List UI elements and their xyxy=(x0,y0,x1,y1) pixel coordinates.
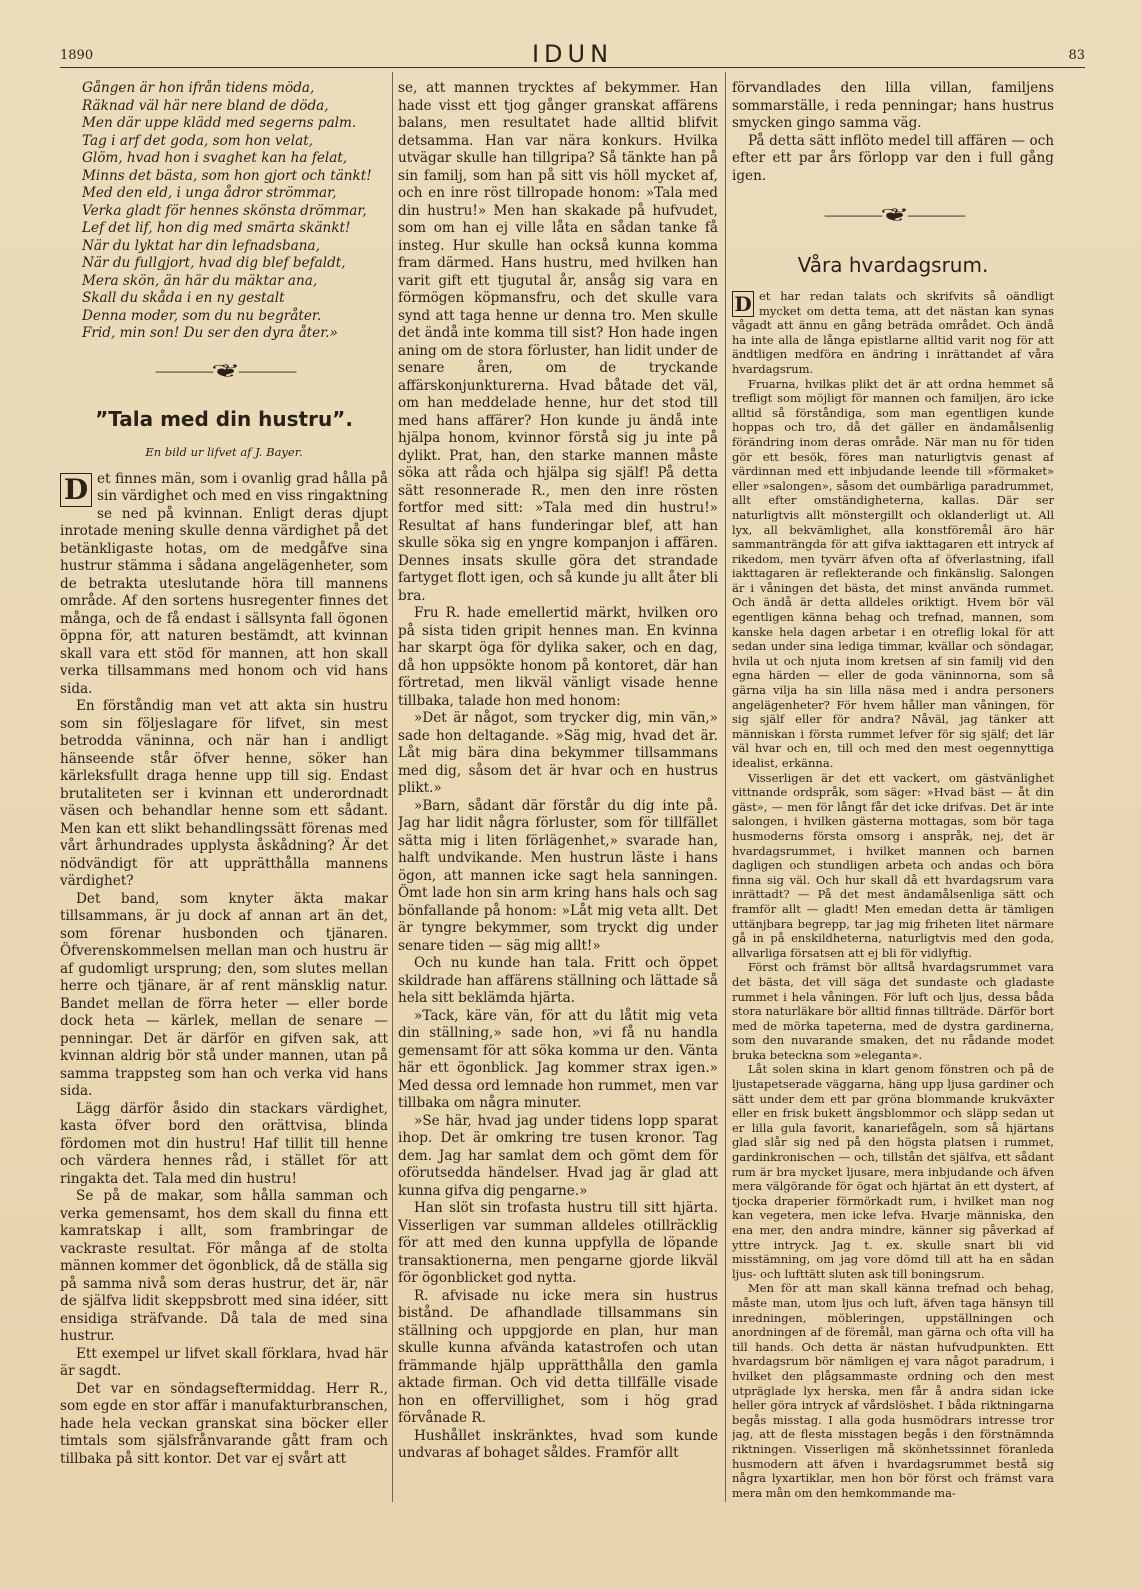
article-paragraph: D et finnes män, som i ovanlig grad hålla på sin värdighet och med en viss ringaktning se ned på kvinnan. Enligt deras djupt inrotade mening skulle denna värdighet på det betänkligaste hotas, om de medgåfve sina hustrur stämma i sådana angelägenheter, som de betrakta uteslutande höra till mannens område. Af den sortens husregenter finnes det många, och de få endast i sällsynta fall ögonen öppna för, att naturen bestämdt, att kvinnan skall vara ett stöd för mannen, att hon skall verka tillsammans med honom och vid hans sida. xyxy=(60,470,388,697)
article-paragraph: D et har redan talats och skrifvits så oändligt mycket om detta tema, att det nästan kan synas vågadt att ännu en gång beträda området. Och ändå ha inte alla de långa epistlarne alltid varit nog för att ändtligen medföra en ändring i inrättandet af våra hvardagsrum. xyxy=(732,289,1054,376)
article-paragraph: Ett exempel ur lifvet skall förklara, hvad här är sagdt. xyxy=(60,1345,388,1379)
drop-cap: D xyxy=(60,473,92,507)
article-paragraph: Fru R. hade emellertid märkt, hvilken oro på sista tiden gripit hennes man. En kvinna har skarpt öga för dylika saker, och en dag, då hon uppsökte honom på kontoret, där han förtretad, men likväl vänligt visade henne tillbaka, talade hon med honom: xyxy=(398,605,718,709)
article-paragraph: Det band, som knyter äkta makar tillsammans, är ju dock af annan art än det, som förenar husbonden och tjänaren. Öfverenskommelsen mellan man och hustru är af gudomligt ursprung; den, som slutes mellan herre och tjänare, är af rent mänsklig natur. Bandet mellan de förra heter — eller borde dock heta — kärlek, mellan de senare — penningar. Det är därför en gifven sak, att kvinnan aldrig bör stå under mannen, utan på samma trappsteg som han och verka vid hans sida. xyxy=(60,890,388,1099)
page-number: 83 xyxy=(1068,48,1085,63)
poem-line: När du fullgjort, hvad dig blef befaldt, xyxy=(82,255,346,271)
poem-line: Glöm, hvad hon i svaghet kan ha felat, xyxy=(82,150,348,166)
article-byline: En bild ur lifvet af J. Bayer. xyxy=(145,444,303,459)
poem xyxy=(60,80,388,343)
article-paragraph: »Det är något, som trycker dig, min vän,» sade hon deltagande. »Säg mig, hvad det är. Låt mig bära dina bekymmer tillsammans med dig, såsom det är hvar och en hustrus plikt.» xyxy=(398,710,718,796)
article-paragraph: »Se här, hvad jag under tidens lopp sparat ihop. Det är omkring tre tusen kronor. Tag dem. Jag har samlat dem och gömt dem för oförutsedda händelser. Hvad jag är glad att kunna gifva dig pengarne.» xyxy=(398,1112,718,1199)
column-rule xyxy=(725,72,726,1502)
article-paragraph: På detta sätt inflöto medel till affären — och efter ett par års förlopp var den i full gång igen. xyxy=(732,132,1054,184)
poem-line: Minns det bästa, som hon gjort och tänkt! xyxy=(82,167,372,184)
article-paragraph: se, att mannen trycktes af bekymmer. Han hade visst ett tjog gånger granskat affärens balans, men resultatet hade alltid blifvit detsamma. Han var nära konkurs. Hvilka utvägar skulle han tillgripa? Så tänkte han på sin familj, som han på sitt vis höll mycket af, och en inre röst tillropade honom: »Tala med din hustru!» Men han skakade på hufvudet, som om han ej ville låta en sådan tanke få insteg. Hur skulle han också kunna komma fram därmed. Hans hustru, med hvilken han varit gift ett tjugutal år, ansåg sig vara en förmögen köpmansfru, och det skulle vara synd att taga henne ur denna tro. Men skulle det ändå inte komma till sist? Hon hade ingen aning om de stora förluster, han lidit under de senare åren, om de tryckande affärskonjunkturerna. Hvad båtade det väl, om han meddelade henne, hur det stod till med hans affärer? Hon kunde ju ändå inte hjälpa honom, kvinnor förstå sig ju inte på dylikt. Prat, han, den starke mannen måste söka att råda och hjälpa sig själf! På detta sätt resonnerade R., men den inre rösten fortfor med sitt: »Tala med din hustru!» Resultat af hans funderingar blef, att han skulle söka sig en yngre kompanjon i affären. Dennes insats skulle göra det strandade fartyget flott igen, och så kunde ju allt åter bli bra. xyxy=(398,80,718,604)
column-2 xyxy=(398,80,718,1463)
poem-line: Räknad väl här nere bland de döda, xyxy=(82,97,329,114)
ornament-icon: ⸺❦⸺ xyxy=(154,360,294,382)
article-paragraph: Se på de makar, som hålla samman och verka gemensamt, hos dem skall du finna ett kamratskap i allt, som frambringar de vackraste resultat. För många af de stolta männen kommer det ögonblick, då de ställa sig på samma nivå som deras hustrur, det är, när de själfva lidit skeppsbrott med sina idéer, sitt ensidiga sträfvande. Då tala de med sina hustrur. xyxy=(60,1188,388,1344)
poem-line: Mera skön, än här du mäktar ana, xyxy=(82,272,318,289)
poem-line: Tag i arf det goda, som hon velat, xyxy=(82,132,313,149)
article-paragraph: förvandlades den lilla villan, familjens sommarställe, i reda penningar; hans hustrus smycken gingo samma väg. xyxy=(732,80,1054,131)
column-1 xyxy=(60,80,388,1468)
article-paragraph: Visserligen är det ett vackert, om gästvänlighet vittnande ordspråk, som säger: »Hvad bäst — åt din gäst», — men för långt får det icke drifvas. Det är inte salongen, i hvilken gästerna mottagas, som bör taga husmoderns första omsorg i anspråk, nej, det är hvardagsrummet, i hvilket mannen och barnen dagligen och stundligen arbeta och andas och böra finna sig väl. Och hur skall då ett hvardagsrum vara inrättadt? — På det mest ändamålsenliga sätt och framför allt — gladt! Men emedan detta är tämligen uttänjbara begrepp, tar jag mig friheten litet närmare gå in på enskildheterna, naturligtvis med den goda, allvarliga försatsen att ej bli för vidlyftig. xyxy=(732,770,1054,960)
column-3 xyxy=(732,80,1054,1500)
poem-line: Med den eld, i unga ådror strömmar, xyxy=(82,185,337,201)
article-paragraph: Men för att man skall känna trefnad och behag, måste man, utom ljus och luft, äfven taga hänsyn till inredningen, möbleringen, uppställningen och anordningen af de föremål, man gärna och ofta vill ha till hands. Och detta är nästan hufvudpunkten. Ett hvardagsrum bör nämligen ej vara något paradrum, i hvilket den plågsammaste ordning och den mest utpräglade lyx herska, men får å andra sidan icke heller göra intryck af vårdslöshet. I båda riktningarna begås misstag. I alla goda husmödrars intresse tror jag, att de flesta misstagen begås i den förstnämnda riktningen. Visserligen må skönhetssinnet föranleda husmodern att äfven i hvardagsrummet bestå sig några lyxartiklar, men hon bör först och främst vara mera mån om den hemkommande ma- xyxy=(732,1281,1054,1500)
poem-line: Men där uppe klädd med segerns palm. xyxy=(82,115,357,131)
header-year: 1890 xyxy=(60,48,94,63)
poem-line: Skall du skåda i en ny gestalt xyxy=(82,290,285,306)
ornament-icon: ⸺❦⸺ xyxy=(823,205,963,226)
poem-line: Verka gladt för hennes skönsta drömmar, xyxy=(82,202,367,219)
article-title: ”Tala med din hustru”. xyxy=(95,406,353,431)
poem-line: Denna moder, som du nu begråter. xyxy=(82,307,322,324)
article-paragraph: Han slöt sin trofasta hustru till sitt hjärta. Visserligen var summan alldeles otillräcklig för att med den kunna uppfylla de löpande transaktionerna, men pengarne gjorde likväl för ögonblicket god nytta. xyxy=(398,1200,718,1286)
masthead-title: IDUN xyxy=(531,40,614,68)
page-header xyxy=(60,38,1085,68)
article-title: Våra hvardagsrum. xyxy=(797,253,989,277)
poem-line: Gången är hon ifrån tidens möda, xyxy=(82,80,315,96)
article-paragraph: »Barn, sådant där förstår du dig inte på. Jag har lidit några förluster, som för tillfället sätta mig i liten förlägenhet,» svarade han, halft undvikande. Men hustrun läste i hans ögon, att mannen icke sagt hela sanningen. Ömt lade hon sin arm kring hans hals och sag bönfallande på honom: »Låt mig veta allt. Det är tyngre bekymmer, som tryckt dig under senare tiden — säg mig allt!» xyxy=(398,797,718,954)
poem-line: Frid, min son! Du ser den dyra åter.» xyxy=(82,325,338,341)
column-rule xyxy=(392,72,393,1502)
article-paragraph: Det var en söndagseftermiddag. Herr R., som egde en stor affär i manufakturbranschen, hade hela veckan granskat sina böcker eller timtals som själsfrånvarande gått fram och tillbaka på sitt kontor. Det var ej svårt att xyxy=(60,1380,388,1467)
article-paragraph: Fruarna, hvilkas plikt det är att ordna hemmet så trefligt som möjligt för mannen och familjen, äro icke alltid så förståndiga, som man egentligen kunde hoppas och tro, då det gäller en ändamålsenlig förändring inom deras område. När man nu för tiden gör ett besök, föres man naturligtvis genast af värdinnan med ett inbjudande leende till »förmaket» eller »salongen», såsom det oumbärliga paradrummet, allt efter omständigheterna, kallas. Där ser naturligtvis allt mönstergillt och oklanderligt ut. All lyx, all bekvämlighet, alla konstföremål äro här sammanträngda för att gifva iakttagaren ett intryck af rikedom, men tyvärr äfven ofta af öfverlastning, ifall iakttagaren är reflekterande och finkänslig. Salongen är i våningen det bästa, det minst använda rummet. Och ändå är detta alldeles oriktigt. Hvem bör väl egentligen känna behag och trefnad, mannen, som kanske hela dagen arbetar i en otreflig lokal för att sedan under sina lediga timmar, kvällar och söndagar, hvila ut och njuta inom kretsen af sin familj vid den egna härden — eller de goda väninnorna, som så gärna vilja ha sin lilla näsa med i andra personers angelägenheter? För hvem håller man våningen, för sig själf eller för andra? Nåväl, jag tänker att människan i första rummet lefver för sig själf; det lär väl hvar och en, till och med den mest oegennyttiga idealist, erkänna. xyxy=(732,376,1054,770)
poem-line: Lef det lif, hon dig med smärta skänkt! xyxy=(82,220,351,236)
drop-cap: D xyxy=(732,291,754,317)
article-paragraph: »Tack, käre vän, för att du låtit mig veta din ställning,» sade hon, »vi få nu handla gemensamt för att söka komma ur den. Vänta här ett ögonblick. Jag kommer strax igen.» Med dessa ord lemnade hon rummet, men var tillbaka om några minuter. xyxy=(398,1007,718,1111)
article-paragraph: Låt solen skina in klart genom fönstren och på de ljustapetserade väggarna, häng upp ljusa gardiner och sätt under dem ett par gröna blommande krukväxter eller en frisk bukett ängsblommor och släpp sedan ut er lilla gula favorit, kanariefågeln, som så hjärtans glad slår sig ned på den högsta platsen i rummet, gardinkronischen — och, tillstån det själfva, ett sådant rum är bra mycket ljusare, mera inbjudande och äfven mera välgörande för ögat och hjärtat än ett dystert, af tjocka draperier förmörkadt rum, i hvilket man nog kan vegetera, men icke lefva. Hvarje människa, den ena mer, den andra mindre, känner sig påverkad af yttre intryck. Jag t. ex. skulle snart bli vid misstämning, om jag vore dömd till att ha en sådan ljus- och lufttätt sluten ask till boningsrum. xyxy=(732,1062,1054,1281)
article-paragraph: R. afvisade nu icke mera sin hustrus bistånd. De afhandlade tillsammans sin ställning och uppgjorde en plan, hur man skulle kunna afvända katastrofen och utan främmande hjälp upprätthålla den gamla aktade firman. Och vid detta tillfälle visade hon en offervillighet, som i hög grad förvånade R. xyxy=(398,1287,718,1426)
article-paragraph: Först och främst bör alltså hvardagsrummet vara det bästa, det vill säga det sundaste och gladaste rummet i hela våningen. För luft och ljus, dessa båda stora naturläkare bör alltid finnas tillträde. Därför bort med de mörka tapeterna, med de dystra gardinerna, som den nuvarande smaken, det nu rådande modet bruka beteckna som »eleganta». xyxy=(732,960,1054,1062)
article-paragraph: Och nu kunde han tala. Fritt och öppet skildrade han affärens ställning och lättade så hela sitt beklämda hjärta. xyxy=(398,955,718,1006)
article-paragraph: En förståndig man vet att akta sin hustru som sin följeslagare för lifvet, sin mest betrodda väninna, och när han i andligt hänseende står öfver henne, söker han kärleksfullt draga henne upp till sig. Endast brutaliteten ser i kvinnan ett underordnadt väsen och behandlar henne som ett sådant. Men kan ett slikt behandlingssätt förenas med vårt århundrades upplysta åskådning? Är det nödvändigt för att upprätthålla mannens värdighet? xyxy=(60,698,388,889)
article-paragraph: Hushållet inskränktes, hvad som kunde undvaras af bohaget såldes. Framför allt xyxy=(398,1427,718,1461)
article-paragraph: Lägg därför åsido din stackars värdighet, kasta öfver bord den orättvisa, blinda fördomen mot din hustru! Haf tillit till henne och värdera hennes råd, i stället för att ringakta det. Tala med din hustru! xyxy=(60,1100,388,1187)
poem-line: När du lyktat har din lefnadsbana, xyxy=(82,237,320,254)
